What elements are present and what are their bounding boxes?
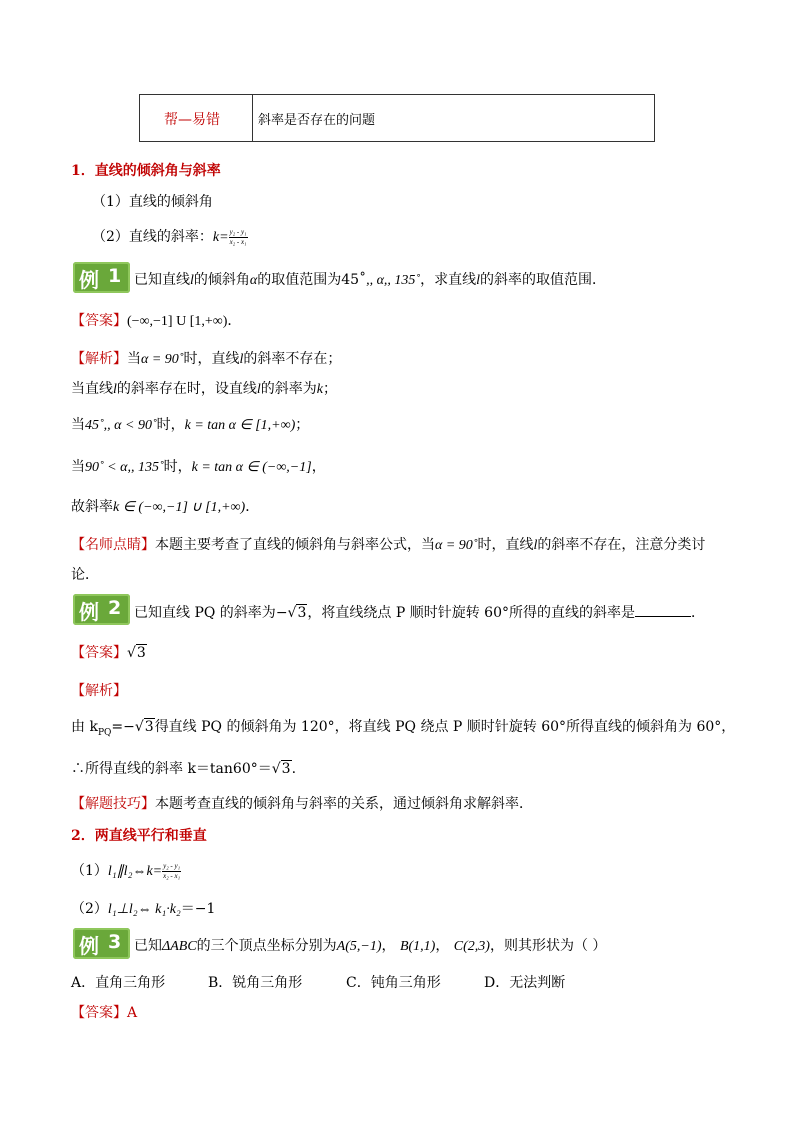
analysis-text: 由 k	[71, 719, 98, 735]
point-c: C(2,3)	[453, 939, 490, 954]
analysis-math: 45˚,, α < 90˚	[85, 418, 157, 433]
perpendicular-math: l₁⊥l₂⇔ k₁·k₂	[107, 902, 181, 917]
analysis-text: 得直线 PQ 的倾斜角为 120°，将直线 PQ 绕点 P 顺时针旋转 60°所得直线的倾斜角为 60°，	[154, 719, 736, 735]
q-text: 的三个顶点坐标分别为	[196, 938, 337, 954]
option-c: C．钝角三角形	[346, 975, 441, 991]
analysis-math: k = tan α ∈ (−∞,−1]	[191, 460, 312, 475]
q-text: ，则其形状为（ ）	[489, 938, 607, 954]
example-badge-number: 3	[108, 931, 122, 953]
line-l: l	[476, 273, 480, 288]
example1-analysis-line5	[71, 496, 259, 516]
line-l: l	[256, 382, 261, 397]
sqrt3	[144, 719, 155, 735]
answer-label: 【答案】	[71, 1005, 127, 1021]
q-text: 已知直线 PQ 的斜率为	[134, 605, 276, 621]
answer-blank	[635, 604, 691, 617]
analysis-text: 当	[127, 351, 141, 367]
analysis-math: k = tan α ∈ [1,+∞)	[184, 418, 296, 433]
option-a: A．直角三角形	[71, 975, 166, 991]
q-minus: −	[275, 605, 288, 621]
q-text: 的倾斜角	[193, 272, 250, 288]
analysis-text: ，	[311, 459, 326, 475]
tip-text: 时，直线	[477, 537, 534, 553]
analysis-text: 时，	[156, 417, 185, 433]
analysis-math: α = 90˚	[141, 352, 184, 367]
example2-question: 已知直线 PQ 的斜率为−√3，将直线绕点 P 顺时针旋转 60°所得的直线的斜率是 ．	[134, 605, 705, 621]
example3-question: 已知ΔABC的三个顶点坐标分别为A(5,−1)， B(1,1)， C(2,3)，则其形状为（ ）	[134, 938, 607, 954]
item-number: （2）	[71, 901, 108, 917]
slope-formula-prefix: （2）直线的斜率：	[92, 229, 213, 245]
slope-formula-k: k=	[212, 230, 229, 245]
analysis-text: 的斜率不存在；	[243, 351, 342, 367]
option-d: D．无法判断	[484, 975, 566, 991]
line-l: l	[190, 273, 194, 288]
section-title-2: 2．两直线平行和垂直	[71, 828, 207, 844]
analysis-text: ；	[323, 381, 337, 397]
slope-fraction-denominator: x₂ - x₁	[229, 237, 247, 246]
example1-tip-line1	[71, 534, 705, 554]
example-badge-2	[73, 594, 130, 625]
example1-analysis-line3	[71, 414, 309, 434]
q-text: 已知	[134, 938, 162, 954]
analysis-label: 【解析】	[71, 351, 127, 367]
line-l: l	[113, 382, 117, 397]
analysis-math: k ∈ (−∞,−1] ∪ [1,+∞)	[113, 500, 246, 515]
slope-formula-k: k=	[146, 864, 163, 879]
perpendicular-text: ＝−1	[180, 901, 216, 917]
slope-fraction-denominator: x₂ - x₁	[163, 871, 181, 880]
example-badge-char: 例	[79, 934, 99, 958]
section1-item1: （1）直线的倾斜角	[92, 194, 213, 210]
example1-analysis-line4	[71, 456, 326, 476]
tip-math: α = 90˚	[435, 538, 478, 553]
q-text: ，求直线	[420, 272, 477, 288]
analysis-text: ；	[295, 417, 310, 433]
topic-category-label: 帮—易错	[164, 112, 220, 128]
tip-label: 【名师点睛】	[71, 537, 155, 553]
answer-value: A	[127, 1005, 138, 1021]
sqrt-radicand: 3	[136, 645, 146, 661]
slope-fraction	[229, 228, 248, 247]
analysis-text: ．	[245, 499, 260, 515]
slope-fraction-numerator: y₂ - y₁	[229, 227, 247, 236]
option-b: B．锐角三角形	[208, 975, 303, 991]
example3-answer	[71, 1002, 137, 1022]
example2-analysis-label: 【解析】	[71, 683, 127, 699]
example1-tip-line2: 论．	[71, 567, 99, 583]
line-l: l	[239, 352, 244, 367]
sqrt-radicand: 3	[297, 605, 307, 621]
analysis-text: 时，	[163, 459, 192, 475]
example1-analysis-line2	[71, 378, 337, 398]
answer-value: (−∞,−1] U [1,+∞)．	[127, 314, 242, 329]
example2-answer: 【答案】√3	[71, 645, 146, 661]
slope-fraction	[162, 862, 181, 881]
example-badge-number: 2	[108, 597, 122, 619]
example2-analysis-line1: 由 $k_{PQ}=-√3$得直线 PQ 的倾斜角为 120°，将直线 PQ 绕点 P 顺时针旋转 60°所得直线的倾斜角为 60°，	[71, 719, 736, 738]
analysis-text: .	[291, 761, 297, 777]
analysis-subscript: PQ	[97, 727, 112, 738]
example-badge-1	[73, 262, 130, 293]
slope-formula-line	[92, 226, 248, 247]
perpendicular-condition	[71, 898, 215, 918]
tip-text: 本题考查直线的倾斜角与斜率的关系，通过倾斜角求解斜率．	[155, 796, 533, 812]
example-badge-number: 1	[108, 265, 122, 287]
example-badge-char: 例	[79, 268, 99, 292]
topic-header-table	[139, 94, 655, 142]
answer-label: 【答案】	[71, 313, 127, 329]
item-number: （1）	[71, 863, 108, 879]
analysis-text: 当直线	[71, 381, 113, 397]
alpha: α	[249, 273, 258, 288]
tip-text: 本题主要考查了直线的倾斜角与斜率公式，当	[155, 537, 435, 553]
topic-title: 斜率是否存在的问题	[258, 113, 376, 128]
parallel-math: l₁∥l₂⇔	[107, 864, 147, 879]
analysis-text: =−	[111, 719, 135, 735]
analysis-text: 当	[71, 459, 85, 475]
q-text: 的取值范围为45˚	[257, 272, 367, 288]
analysis-text: 时，直线	[183, 351, 240, 367]
example-badge-3	[73, 928, 130, 959]
sqrt-radicand: 3	[144, 719, 154, 735]
analysis-text: 的斜率存在时，设直线	[116, 381, 257, 397]
analysis-text: 当	[71, 417, 85, 433]
sqrt3	[281, 761, 292, 777]
analysis-text: ∴所得直线的斜率 k＝tan60°＝	[71, 761, 272, 777]
slope-fraction-numerator: y₂ - y₁	[163, 861, 181, 870]
example2-tip	[71, 793, 533, 813]
section-title-1: 1．直线的倾斜角与斜率	[71, 163, 221, 179]
example1-answer	[71, 310, 241, 330]
point-b: B(1,1)	[399, 939, 436, 954]
tip-label: 【解题技巧】	[71, 796, 155, 812]
example1-analysis-line1	[71, 348, 341, 368]
sqrt-radicand: 3	[281, 761, 291, 777]
analysis-text: 故斜率	[71, 499, 113, 515]
sqrt3	[296, 605, 307, 621]
tip-text: 的斜率不存在，注意分类讨	[537, 537, 706, 553]
parallel-condition	[71, 860, 181, 881]
q-text: 已知直线	[134, 272, 190, 288]
triangle-abc: ΔABC	[162, 939, 197, 954]
example2-analysis-line2: ∴所得直线的斜率 k＝tan60°＝√3.	[71, 761, 297, 777]
q-text: ．	[690, 605, 705, 621]
example1-question	[134, 269, 606, 289]
q-text: ，将直线绕点 P 顺时针旋转 60°所得的直线的斜率是	[307, 605, 635, 621]
analysis-text: 的斜率为	[260, 381, 317, 397]
answer-label: 【答案】	[71, 645, 127, 661]
q-math: ,, α,, 135˚	[366, 273, 421, 288]
q-text: 的斜率的取值范围．	[479, 272, 606, 288]
example-badge-char: 例	[79, 600, 99, 624]
analysis-math: 90˚ < α,, 135˚	[85, 460, 164, 475]
line-l: l	[533, 538, 538, 553]
slope-k: k	[316, 382, 323, 397]
sqrt3	[136, 645, 147, 661]
point-a: A(5,−1)	[336, 939, 382, 954]
